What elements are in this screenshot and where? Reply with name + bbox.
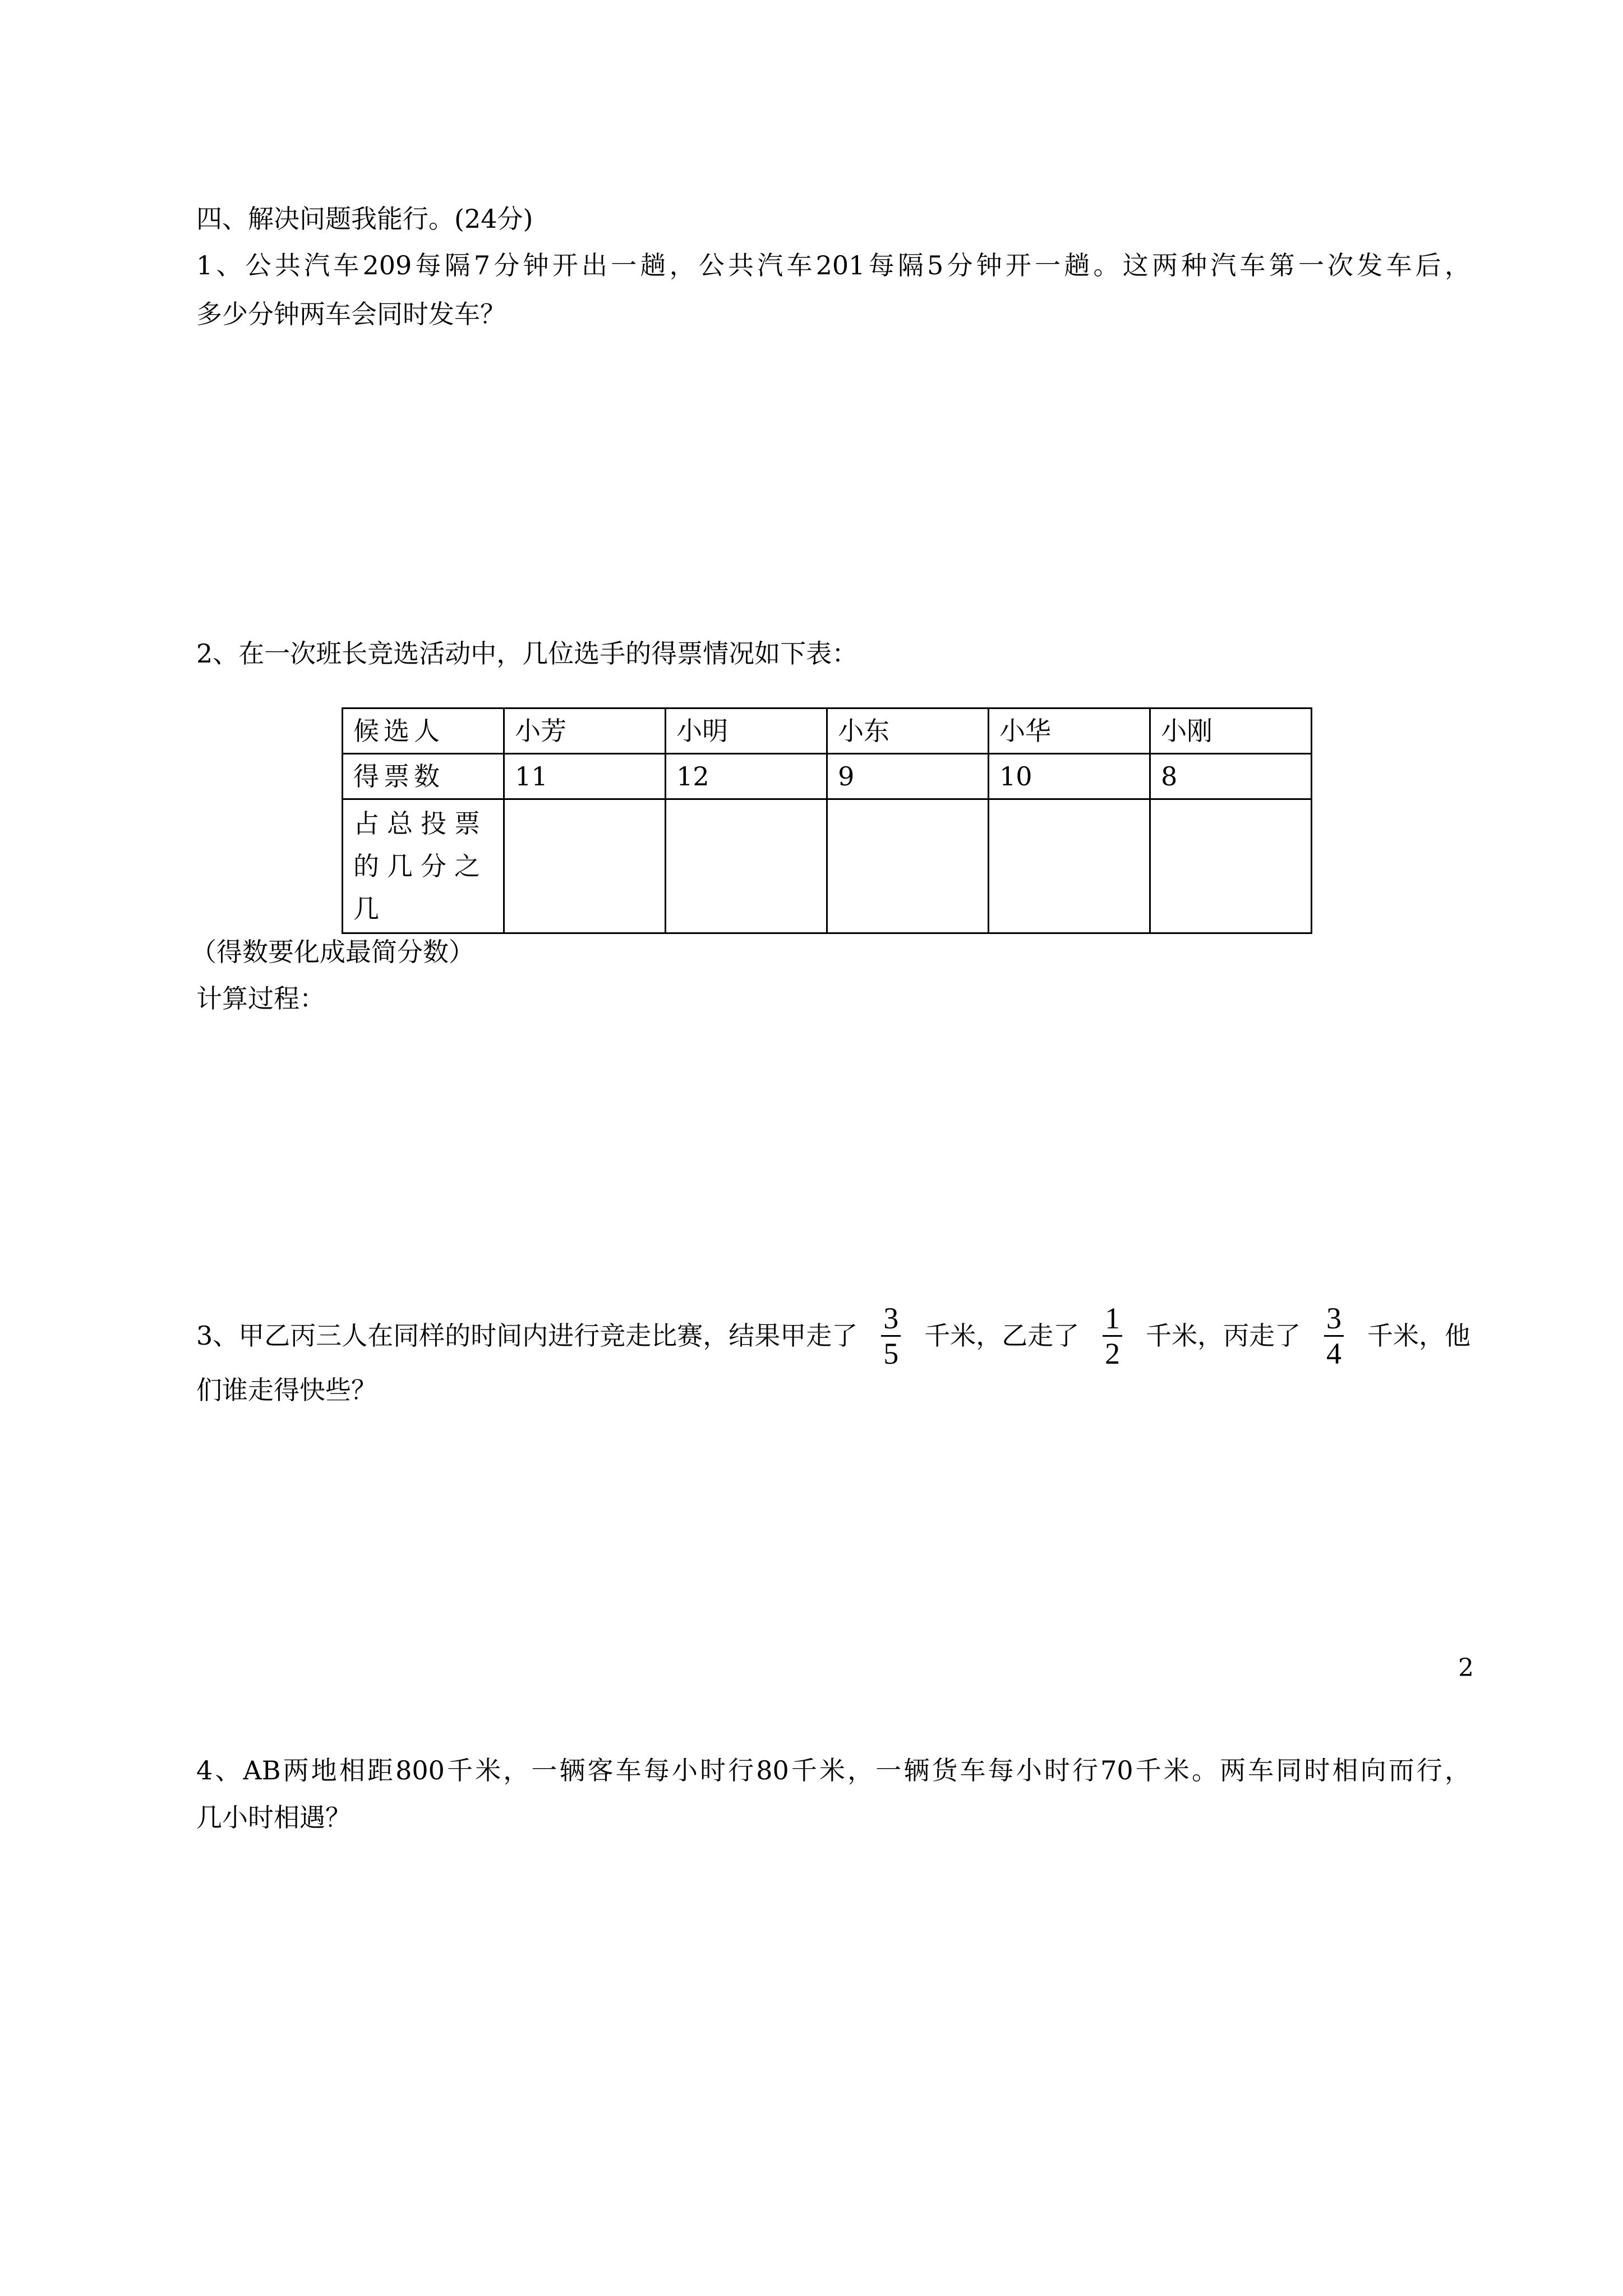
answer-cell[interactable] bbox=[504, 799, 666, 933]
answer-cell[interactable] bbox=[666, 799, 827, 933]
numerator: 3 bbox=[881, 1301, 901, 1337]
q1-line1: 1、公共汽车209每隔7分钟开出一趟，公共汽车201每隔5分钟开一趟。这两种汽车第一次发车后， bbox=[196, 250, 1470, 280]
denominator: 2 bbox=[1105, 1336, 1121, 1370]
table-header: 小东 bbox=[827, 708, 989, 754]
votes-label: 得票数 bbox=[343, 754, 504, 799]
q3-text: 千米，乙走了 bbox=[924, 1320, 1080, 1351]
denominator: 5 bbox=[883, 1336, 899, 1370]
q3-line1 bbox=[196, 1294, 1470, 1378]
q4-line1: 4、AB两地相距800千米，一辆客车每小时行80千米，一辆货车每小时行70千米。两车同时相向而行， bbox=[196, 1755, 1470, 1786]
q3-text: 千米，他 bbox=[1367, 1320, 1470, 1351]
table-cell: 9 bbox=[827, 754, 989, 799]
answer-cell[interactable] bbox=[989, 799, 1150, 933]
table-cell: 11 bbox=[504, 754, 666, 799]
page-number: 2 bbox=[1458, 1654, 1474, 1682]
q2-note: （得数要化成最简分数） bbox=[191, 937, 474, 967]
table-cell: 12 bbox=[666, 754, 827, 799]
q4-line2: 几小时相遇？ bbox=[196, 1802, 351, 1833]
denominator: 4 bbox=[1326, 1336, 1342, 1370]
section-title: 四、解决问题我能行。(24分) bbox=[196, 204, 533, 234]
fraction-label: 占总投票的几分之几 bbox=[343, 799, 504, 933]
table-header: 小芳 bbox=[504, 708, 666, 754]
numerator: 1 bbox=[1103, 1301, 1122, 1337]
table-header: 候选人 bbox=[343, 708, 504, 754]
table-header: 小华 bbox=[989, 708, 1150, 754]
q3-text: 3、甲乙丙三人在同样的时间内进行竞走比赛，结果甲走了 bbox=[196, 1320, 858, 1351]
fraction bbox=[881, 1301, 901, 1370]
q3-text: 千米，丙走了 bbox=[1146, 1320, 1301, 1351]
q2-intro: 2、在一次班长竞选活动中，几位选手的得票情况如下表： bbox=[196, 638, 858, 669]
answer-cell[interactable] bbox=[827, 799, 989, 933]
fraction bbox=[1103, 1301, 1122, 1370]
table-row bbox=[343, 754, 1312, 799]
fraction bbox=[1324, 1301, 1344, 1370]
table-cell: 10 bbox=[989, 754, 1150, 799]
table-cell: 8 bbox=[1150, 754, 1312, 799]
votes-table bbox=[342, 707, 1312, 934]
q1-line2: 多少分钟两车会同时发车？ bbox=[196, 299, 506, 329]
numerator: 3 bbox=[1324, 1301, 1344, 1337]
q3-line2: 们谁走得快些？ bbox=[196, 1375, 377, 1405]
table-row bbox=[343, 799, 1312, 933]
q2-process-label: 计算过程： bbox=[196, 983, 325, 1014]
table-header: 小刚 bbox=[1150, 708, 1312, 754]
table-row bbox=[343, 708, 1312, 754]
answer-cell[interactable] bbox=[1150, 799, 1312, 933]
table-header: 小明 bbox=[666, 708, 827, 754]
